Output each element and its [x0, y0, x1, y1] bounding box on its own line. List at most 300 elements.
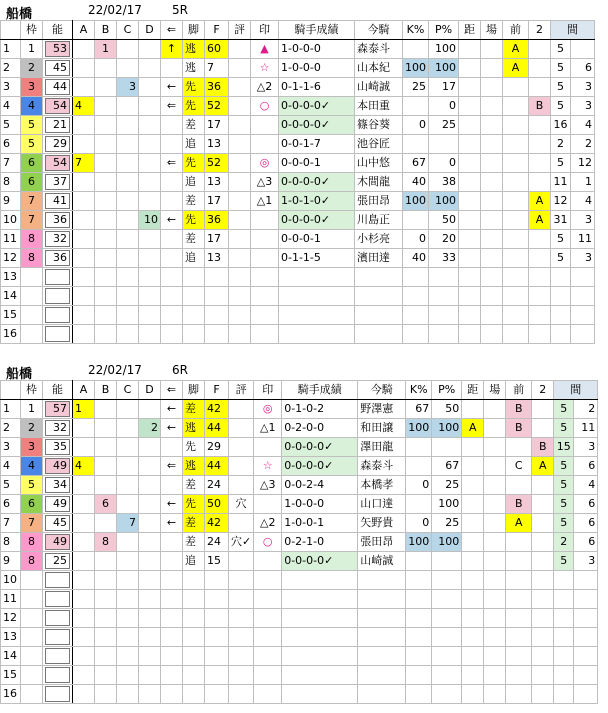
jockey-record: 0-0-0-0✓: [282, 552, 358, 571]
row-number: 10: [1, 571, 21, 590]
header-18: 2: [529, 21, 551, 40]
k-percent: [403, 97, 429, 116]
mark: [251, 249, 279, 268]
jockey-name: 山本紀: [355, 59, 403, 78]
empty-cell: [358, 628, 406, 647]
evaluation: 穴✓: [229, 533, 254, 552]
running-style: 先: [183, 438, 205, 457]
ability-value: 35: [45, 439, 70, 455]
row-number: 2: [1, 419, 21, 438]
k-percent: [403, 135, 429, 154]
running-style: 差: [183, 230, 205, 249]
jockey-name: 森泰斗: [355, 40, 403, 59]
f-index: 13: [205, 173, 229, 192]
table-row-empty: [1, 287, 595, 306]
empty-cell: [229, 628, 254, 647]
second: [529, 154, 551, 173]
table-row-empty: [1, 306, 595, 325]
empty-cell: [484, 685, 506, 704]
ability-value: [45, 610, 70, 626]
waku-cell: [21, 306, 43, 325]
col-c: [117, 438, 139, 457]
gap-1: 12: [551, 192, 571, 211]
empty-cell: [282, 609, 358, 628]
waku-cell: [21, 590, 43, 609]
k-percent: 0: [406, 514, 432, 533]
arrow-cell: [161, 552, 183, 571]
waku-cell: [21, 628, 43, 647]
empty-cell: [484, 666, 506, 685]
header-14: P%: [429, 21, 459, 40]
race-date: 22/02/17: [88, 363, 142, 377]
ability-cell: [43, 419, 73, 438]
distance: [459, 154, 481, 173]
table-row: [1, 59, 595, 78]
empty-cell: [205, 590, 229, 609]
ability-value: [45, 572, 70, 588]
second: [529, 230, 551, 249]
ability-value: [45, 648, 70, 664]
gap-1: 5: [551, 59, 571, 78]
ability-cell: [43, 571, 73, 590]
col-d: [139, 97, 161, 116]
jockey-record: 0-0-0-0✓: [279, 211, 355, 230]
col-d: [139, 438, 161, 457]
col-a: [73, 438, 95, 457]
header-8: F: [205, 381, 229, 400]
empty-cell: [205, 647, 229, 666]
col-d: [139, 154, 161, 173]
p-percent: 100: [432, 533, 462, 552]
running-style: 逃: [183, 419, 205, 438]
empty-cell: [554, 628, 574, 647]
empty-cell: [161, 628, 183, 647]
jockey-name: 池谷匠: [355, 135, 403, 154]
empty-cell: [406, 685, 432, 704]
empty-cell: [282, 590, 358, 609]
venue-apt: [481, 211, 503, 230]
header-12: 今騎: [358, 381, 406, 400]
col-d: [139, 514, 161, 533]
evaluation: [229, 78, 251, 97]
venue-apt: [484, 419, 506, 438]
second: B: [532, 438, 554, 457]
empty-cell: [462, 666, 484, 685]
waku-cell: [21, 571, 43, 590]
empty-cell: [282, 685, 358, 704]
col-c: [117, 211, 139, 230]
col-d: [139, 173, 161, 192]
gap-1: 5: [551, 40, 571, 59]
col-d: [139, 59, 161, 78]
ability-value: 41: [45, 193, 70, 209]
table-row-empty: [1, 647, 598, 666]
ability-cell: [43, 154, 73, 173]
empty-cell: [183, 306, 205, 325]
waku-cell: 4: [21, 97, 43, 116]
ability-cell: [43, 533, 73, 552]
gap-2: 4: [571, 192, 595, 211]
ability-value: 37: [45, 174, 70, 190]
table-row: [1, 533, 598, 552]
empty-cell: [462, 647, 484, 666]
f-index: 52: [205, 97, 229, 116]
col-c: [117, 59, 139, 78]
empty-cell: [229, 666, 254, 685]
gap-1: 5: [554, 495, 574, 514]
waku-cell: [21, 666, 43, 685]
race-date: 22/02/17: [88, 3, 142, 17]
header-9: 評: [229, 381, 254, 400]
distance: [462, 438, 484, 457]
gap-2: 4: [574, 476, 598, 495]
ability-cell: [43, 40, 73, 59]
empty-cell: [551, 287, 571, 306]
empty-cell: [95, 590, 117, 609]
col-a: 4: [73, 457, 95, 476]
col-b: [95, 514, 117, 533]
running-style: 先: [183, 495, 205, 514]
jockey-name: 山崎誠: [355, 78, 403, 97]
jockey-name: 和田譲: [358, 419, 406, 438]
empty-cell: [161, 609, 183, 628]
mark: △3: [251, 173, 279, 192]
col-c: [117, 154, 139, 173]
table-row: [1, 192, 595, 211]
gap-1: 5: [551, 78, 571, 97]
waku-cell: 8: [21, 230, 43, 249]
col-b: [95, 249, 117, 268]
waku-cell: 5: [21, 135, 43, 154]
ability-value: 54: [45, 155, 70, 171]
empty-cell: [358, 590, 406, 609]
empty-cell: [406, 628, 432, 647]
running-style: 差: [183, 192, 205, 211]
header-4: C: [117, 381, 139, 400]
jockey-name: 澤田龍: [358, 438, 406, 457]
jockey-name: 張田昂: [355, 192, 403, 211]
second: [529, 173, 551, 192]
gap-2: 11: [571, 230, 595, 249]
gap-1: 5: [551, 97, 571, 116]
second: A: [532, 457, 554, 476]
ability-cell: [43, 325, 73, 344]
previous: [503, 154, 529, 173]
col-c: [117, 230, 139, 249]
empty-cell: [117, 306, 139, 325]
empty-cell: [161, 590, 183, 609]
jockey-record: 0-0-1-7: [279, 135, 355, 154]
jockey-record: 0-0-0-0✓: [279, 173, 355, 192]
empty-cell: [459, 306, 481, 325]
evaluation: [229, 116, 251, 135]
empty-cell: [459, 325, 481, 344]
row-number: 6: [1, 135, 21, 154]
row-number: 5: [1, 116, 21, 135]
empty-cell: [481, 287, 503, 306]
empty-cell: [73, 268, 95, 287]
header-1: 能: [43, 381, 73, 400]
waku-cell: 2: [21, 59, 43, 78]
ability-value: 34: [45, 477, 70, 493]
empty-cell: [481, 268, 503, 287]
race-table: [0, 380, 598, 704]
col-c: [117, 533, 139, 552]
distance: [459, 40, 481, 59]
table-row: [1, 97, 595, 116]
ability-cell: [43, 306, 73, 325]
jockey-record: 0-0-0-0✓: [282, 457, 358, 476]
waku-cell: 6: [21, 154, 43, 173]
table-row: [1, 552, 598, 571]
empty-cell: [95, 647, 117, 666]
p-percent: 100: [432, 495, 462, 514]
empty-cell: [406, 590, 432, 609]
race-title: [0, 2, 606, 20]
distance: [462, 514, 484, 533]
arrow-cell: [161, 135, 183, 154]
empty-cell: [183, 609, 205, 628]
k-percent: [403, 40, 429, 59]
arrow-cell: ⇐: [161, 457, 183, 476]
distance: [459, 173, 481, 192]
empty-cell: [282, 628, 358, 647]
table-row: [1, 457, 598, 476]
empty-cell: [484, 571, 506, 590]
empty-cell: [254, 590, 282, 609]
p-percent: 17: [429, 78, 459, 97]
k-percent: 0: [403, 116, 429, 135]
distance: [459, 59, 481, 78]
jockey-record: 0-1-0-2: [282, 400, 358, 419]
col-d: [139, 116, 161, 135]
ability-cell: [43, 457, 73, 476]
ability-value: 45: [45, 60, 70, 76]
col-d: [139, 230, 161, 249]
col-d: [139, 78, 161, 97]
empty-cell: [117, 609, 139, 628]
col-c: [117, 476, 139, 495]
header-13: K%: [406, 381, 432, 400]
running-style: 先: [183, 154, 205, 173]
empty-cell: [229, 306, 251, 325]
empty-cell: [95, 287, 117, 306]
col-c: [117, 249, 139, 268]
empty-cell: [551, 325, 571, 344]
second: A: [529, 211, 551, 230]
row-number: 12: [1, 609, 21, 628]
header-1: 能: [43, 21, 73, 40]
running-style: 差: [183, 116, 205, 135]
running-style: 先: [183, 97, 205, 116]
distance: [462, 552, 484, 571]
running-style: 差: [183, 476, 205, 495]
empty-cell: [161, 287, 183, 306]
row-number: 8: [1, 173, 21, 192]
gap-2: 3: [571, 211, 595, 230]
empty-cell: [229, 647, 254, 666]
empty-cell: [117, 685, 139, 704]
empty-cell: [205, 306, 229, 325]
col-b: [95, 476, 117, 495]
running-style: 追: [183, 249, 205, 268]
venue-apt: [484, 438, 506, 457]
venue-apt: [481, 173, 503, 192]
header-12: 今騎: [355, 21, 403, 40]
mark: [254, 495, 282, 514]
gap-1: 5: [554, 419, 574, 438]
gap-2: 3: [571, 97, 595, 116]
gap-1: 5: [554, 476, 574, 495]
second: [532, 514, 554, 533]
col-d: [139, 192, 161, 211]
empty-cell: [161, 268, 183, 287]
empty-cell: [554, 590, 574, 609]
col-b: 1: [95, 40, 117, 59]
second: [529, 78, 551, 97]
empty-cell: [506, 647, 532, 666]
venue-apt: [481, 97, 503, 116]
empty-cell: [574, 571, 598, 590]
col-d: 10: [139, 211, 161, 230]
empty-cell: [161, 666, 183, 685]
empty-cell: [459, 268, 481, 287]
empty-cell: [251, 325, 279, 344]
ability-value: 32: [45, 231, 70, 247]
gap-2: 2: [574, 400, 598, 419]
gap-1: 5: [554, 552, 574, 571]
empty-cell: [183, 268, 205, 287]
waku-cell: [21, 609, 43, 628]
p-percent: 0: [429, 97, 459, 116]
row-number: 7: [1, 514, 21, 533]
ability-value: 53: [45, 41, 70, 57]
gap-2: 1: [571, 173, 595, 192]
evaluation: [229, 192, 251, 211]
evaluation: [229, 230, 251, 249]
col-b: [95, 59, 117, 78]
ability-cell: [43, 438, 73, 457]
header-7: 脚: [183, 381, 205, 400]
jockey-name: 張田昂: [358, 533, 406, 552]
previous: A: [503, 40, 529, 59]
previous: A: [506, 514, 532, 533]
mark: △2: [254, 514, 282, 533]
empty-cell: [73, 628, 95, 647]
empty-cell: [503, 287, 529, 306]
k-percent: [406, 457, 432, 476]
empty-cell: [532, 666, 554, 685]
empty-cell: [282, 571, 358, 590]
mark: [251, 230, 279, 249]
ability-cell: [43, 552, 73, 571]
f-index: 17: [205, 192, 229, 211]
col-b: [95, 400, 117, 419]
empty-cell: [95, 666, 117, 685]
jockey-name: 本田重: [355, 97, 403, 116]
ability-cell: [43, 116, 73, 135]
table-row: [1, 230, 595, 249]
empty-cell: [574, 666, 598, 685]
arrow-cell: ←: [161, 211, 183, 230]
evaluation: [229, 135, 251, 154]
empty-cell: [254, 571, 282, 590]
col-b: [95, 116, 117, 135]
second: [532, 400, 554, 419]
empty-cell: [571, 325, 595, 344]
col-c: [117, 135, 139, 154]
gap-2: 4: [571, 116, 595, 135]
evaluation: [229, 211, 251, 230]
empty-cell: [355, 287, 403, 306]
waku-cell: [21, 268, 43, 287]
empty-cell: [529, 325, 551, 344]
empty-cell: [205, 268, 229, 287]
ability-cell: [43, 287, 73, 306]
empty-cell: [73, 325, 95, 344]
venue-apt: [484, 400, 506, 419]
empty-cell: [432, 685, 462, 704]
jockey-record: 0-0-0-0✓: [282, 438, 358, 457]
empty-cell: [95, 685, 117, 704]
f-index: 13: [205, 135, 229, 154]
venue-apt: [481, 192, 503, 211]
previous: [503, 173, 529, 192]
waku-cell: [21, 325, 43, 344]
empty-cell: [554, 666, 574, 685]
empty-cell: [205, 666, 229, 685]
jockey-record: 1-0-0-0: [279, 59, 355, 78]
empty-cell: [183, 571, 205, 590]
empty-cell: [554, 571, 574, 590]
p-percent: 0: [429, 154, 459, 173]
header-19: 間: [554, 381, 598, 400]
empty-cell: [532, 685, 554, 704]
header-0: 枠: [21, 381, 43, 400]
empty-cell: [73, 590, 95, 609]
empty-cell: [429, 268, 459, 287]
row-number: 10: [1, 211, 21, 230]
distance: [459, 249, 481, 268]
waku-cell: 3: [21, 438, 43, 457]
p-percent: 25: [429, 116, 459, 135]
waku-cell: 5: [21, 116, 43, 135]
ability-value: [45, 629, 70, 645]
mark: △2: [251, 78, 279, 97]
col-c: [117, 97, 139, 116]
mark: [251, 135, 279, 154]
arrow-cell: ⇐: [161, 97, 183, 116]
empty-cell: [183, 590, 205, 609]
mark: [254, 552, 282, 571]
f-index: 13: [205, 249, 229, 268]
ability-cell: [43, 97, 73, 116]
race-title: [0, 362, 606, 380]
row-number: 9: [1, 552, 21, 571]
empty-cell: [229, 685, 254, 704]
waku-cell: 1: [21, 40, 43, 59]
jockey-record: 0-0-0-0✓: [279, 116, 355, 135]
col-a: [73, 476, 95, 495]
empty-cell: [432, 571, 462, 590]
header-10: 印: [254, 381, 282, 400]
gap-2: 3: [574, 552, 598, 571]
col-a: [73, 116, 95, 135]
header-13: K%: [403, 21, 429, 40]
mark: [251, 116, 279, 135]
empty-cell: [229, 268, 251, 287]
ability-cell: [43, 249, 73, 268]
